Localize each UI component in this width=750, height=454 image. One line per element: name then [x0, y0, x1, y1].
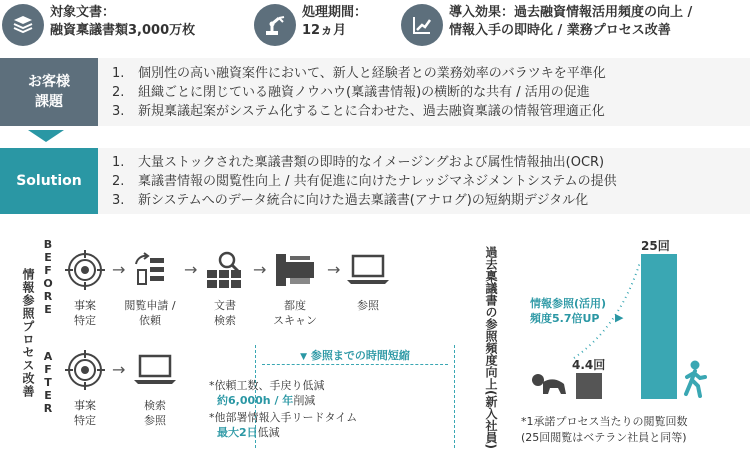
- target-icon: [61, 350, 109, 390]
- triangle-right-icon: ▶: [615, 311, 624, 324]
- triangle-down-icon: ▼: [300, 352, 308, 362]
- list-item: 2. 稟議書情報の閲覧性向上 / 共有促進に向けたナレッジマネジメントシステムの提供: [112, 174, 617, 189]
- list-item: 1. 大量ストックされた稟議書類の即時的なイメージングおよび属性情報抽出(OCR): [112, 155, 605, 170]
- metric-processing-period: [254, 4, 367, 46]
- before-step-scan: [265, 250, 325, 328]
- bar-value-label: 4.4回: [572, 358, 606, 372]
- chevron-right-icon: →: [184, 260, 198, 279]
- challenge-label: お客様 課題: [0, 58, 98, 126]
- chart-ylabel: 過去稟議書の参照頻度向上(新入社員): [484, 246, 498, 449]
- step-label: 参照: [357, 299, 379, 312]
- crawling-baby-icon: [530, 372, 570, 402]
- metric-label: 対象文書：: [50, 5, 116, 20]
- search-files-icon: [201, 250, 249, 290]
- solution-body: [98, 148, 750, 214]
- list-item: 1. 個別性の高い融資案件において、新人と経験者との業務効率のバラツキを平準化: [112, 66, 606, 81]
- list-item: 3. 新システムへのデータ統合に向けた過去稟議書(アナログ)の短納期デジタル化: [112, 193, 589, 208]
- robot-arm-icon: [254, 4, 296, 46]
- walking-person-icon: [680, 360, 708, 402]
- step-label: 都度 スキャン: [273, 299, 317, 327]
- step-label: 検索 参照: [144, 399, 166, 427]
- after-step-search: [125, 350, 185, 428]
- before-step-identify: [55, 250, 115, 328]
- chevron-right-icon: →: [112, 260, 126, 279]
- process-title: 情報参照プロセス改善: [21, 268, 35, 398]
- metric-label: 導入効果：過去融資情報活用頻度の向上 /: [449, 5, 693, 20]
- step-label: 事案 特定: [74, 399, 96, 427]
- before-step-reference: [338, 250, 398, 313]
- growth-chart-icon: [401, 4, 443, 46]
- chevron-right-icon: →: [253, 260, 267, 279]
- target-icon: [61, 250, 109, 290]
- chart-footnote: (25回閲覧はベテラン社員と同等): [521, 431, 687, 444]
- metric-value: 12ヵ月: [302, 23, 347, 38]
- chevron-right-icon: →: [112, 360, 126, 379]
- after-step-identify: [55, 350, 115, 428]
- request-form-icon: [126, 250, 174, 290]
- solution-label: Solution: [0, 148, 98, 214]
- step-label: 事案 特定: [74, 299, 96, 327]
- note-leadtime: *他部署情報入手リードタイム 最大2日低減: [209, 411, 358, 439]
- divider: [262, 364, 448, 365]
- time-shortening-heading: ▼ 参照までの時間短縮: [300, 349, 410, 362]
- scanner-icon: [271, 250, 319, 290]
- metric-value: 情報入手の即時化 / 業務プロセス改善: [449, 23, 671, 38]
- step-label: 閲覧申請 / 依頼: [124, 299, 176, 327]
- before-step-search: [195, 250, 255, 328]
- bar-value-label: 25回: [641, 239, 670, 253]
- metric-target-documents: [2, 4, 195, 46]
- bar-after: [641, 254, 677, 399]
- note-workload: *依頼工数、手戻り低減 約6,000h / 年削減: [209, 379, 325, 407]
- laptop-icon: [344, 250, 392, 290]
- chevron-right-icon: →: [327, 260, 341, 279]
- documents-icon: [2, 4, 44, 46]
- chart-footnote: *1承諾プロセス当たりの閲覧回数: [521, 415, 688, 428]
- before-label: BEFORE: [43, 238, 53, 316]
- list-item: 2. 組織ごとに閉じている融資ノウハウ(稟議書情報)の横断的な共有 / 活用の促進: [112, 85, 590, 100]
- list-item: 3. 新規稟議起案がシステム化することに合わせた、過去融資稟議の情報管理適正化: [112, 104, 605, 119]
- step-label: 文書 検索: [214, 299, 236, 327]
- metric-label: 処理期間：: [302, 5, 368, 20]
- after-label: AFTER: [43, 350, 53, 415]
- bar-before: [576, 373, 602, 399]
- laptop-icon: [131, 350, 179, 390]
- arrow-down-icon: [28, 130, 64, 142]
- before-step-request: [120, 250, 180, 328]
- metric-value: 融資稟議書類3,000万枚: [50, 23, 196, 38]
- challenge-body: [98, 58, 750, 126]
- metric-effect: [401, 4, 692, 46]
- chart-annotation: 情報参照(活用) 頻度5.7倍UP: [530, 297, 607, 325]
